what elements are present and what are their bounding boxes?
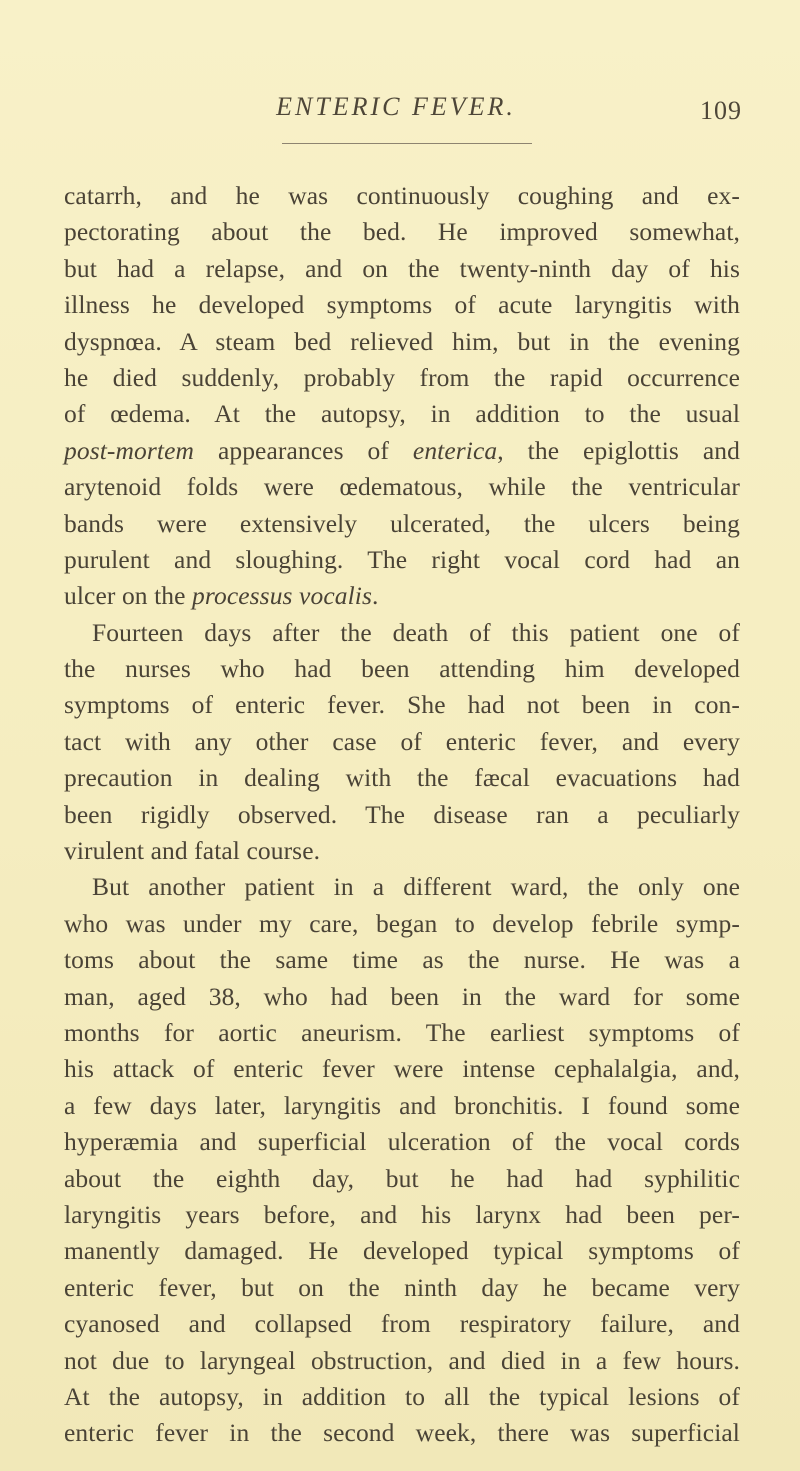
text-line: enteric fever, but on the ninth day he became very	[64, 1272, 740, 1302]
text-line: his attack of enteric fever were intense cephalalgia, and,	[64, 1054, 740, 1084]
text-line: man, aged 38, who had been in the ward for some	[64, 981, 740, 1011]
text-run: .	[372, 581, 379, 611]
text-line: months for aortic aneurism. The earliest symptoms of	[64, 1017, 740, 1047]
text-line: virulent and fatal course.	[64, 836, 321, 866]
italic-term: processus vocalis	[192, 581, 372, 611]
text-line: precaution in dealing with the fæcal evacuations had	[64, 763, 740, 793]
italic-term: post-mortem	[64, 435, 195, 465]
text-line: dyspnœa. A steam bed relieved him, but in the evening	[64, 326, 740, 356]
text-line	[64, 433, 740, 469]
text-line	[64, 578, 740, 614]
text-line: arytenoid folds were œdematous, while the ventricular	[64, 472, 740, 502]
text-run: appearances of	[194, 435, 413, 465]
header-rule	[282, 143, 532, 144]
text-line: a few days later, laryngitis and bronchitis. I found some	[64, 1090, 740, 1120]
text-line: hyperæmia and superficial ulceration of the vocal cords	[64, 1127, 740, 1157]
running-title: ENTERIC FEVER.	[276, 92, 516, 121]
text-line: but had a relapse, and on the twenty-ninth day of his	[64, 253, 740, 283]
text-line: cyanosed and collapsed from respiratory failure, and	[64, 1309, 740, 1339]
text-line: enteric fever in the second week, there was superficial	[64, 1418, 740, 1448]
text-line: toms about the same time as the nurse. He was a	[64, 945, 740, 975]
text-run: , the epiglottis and	[497, 435, 740, 465]
text-line: not due to laryngeal obstruction, and died in a few hours.	[64, 1345, 740, 1375]
running-head	[64, 92, 742, 132]
page-number: 109	[700, 96, 742, 125]
text-line: But another patient in a different ward, the only one	[92, 872, 740, 902]
text-line: of œdema. At the autopsy, in addition to the usual	[64, 399, 740, 429]
body-text	[64, 178, 740, 1452]
text-line: bands were extensively ulcerated, the ulcers being	[64, 508, 740, 538]
text-run: ulcer on the	[64, 581, 193, 611]
text-line: he died suddenly, probably from the rapid occurrence	[64, 362, 740, 392]
text-line: illness he developed symptoms of acute laryngitis with	[64, 290, 740, 320]
text-line: catarrh, and he was continuously coughing and ex-	[64, 181, 740, 210]
text-line: the nurses who had been attending him developed	[64, 654, 740, 684]
text-line: pectorating about the bed. He improved somewhat,	[64, 217, 740, 247]
text-line: symptoms of enteric fever. She had not been in con-	[64, 690, 740, 720]
text-line: Fourteen days after the death of this patient one of	[92, 617, 740, 647]
text-line: purulent and sloughing. The right vocal cord had an	[64, 544, 740, 574]
text-line: about the eighth day, but he had had syphilitic	[64, 1163, 740, 1193]
text-line: manently damaged. He developed typical symptoms of	[64, 1236, 740, 1266]
italic-term: enterica	[412, 435, 498, 465]
text-line: tact with any other case of enteric fever, and every	[64, 726, 740, 756]
text-line: laryngitis years before, and his larynx had been per-	[64, 1199, 740, 1229]
text-line: who was under my care, began to develop febrile symp-	[64, 908, 740, 938]
text-line: been rigidly observed. The disease ran a peculiarly	[64, 799, 740, 829]
text-line: At the autopsy, in addition to all the typical lesions of	[64, 1381, 740, 1411]
